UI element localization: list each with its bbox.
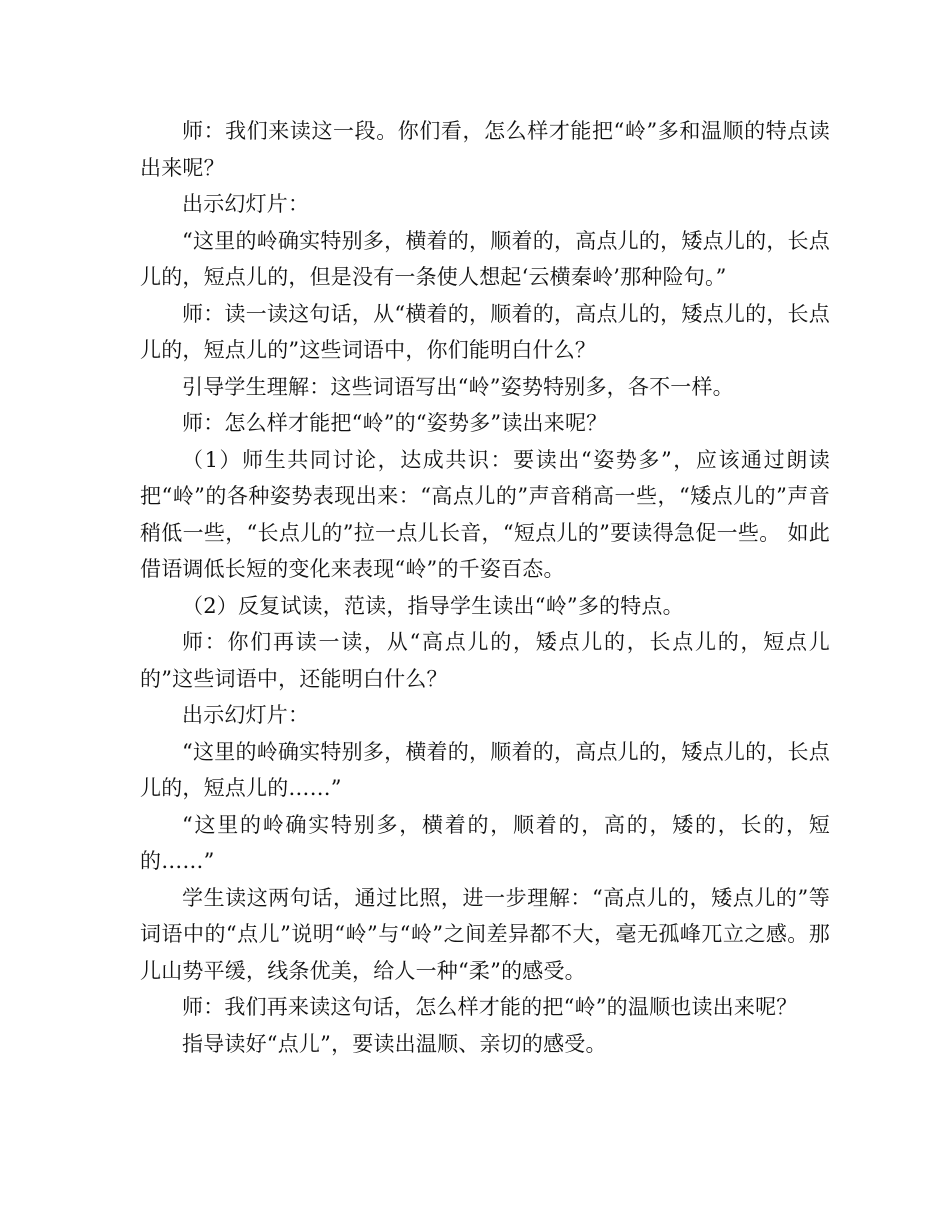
paragraph: 出示幻灯片： xyxy=(182,192,310,216)
paragraph: “这里的岭确实特别多，横着的，顺着的，高点儿的，矮点儿的，长点儿的，短点儿的……” xyxy=(140,739,830,800)
paragraph: 学生读这两句话，通过比照，进一步理解：“高点儿的，矮点儿的”等词语中的“点儿”说明“岭”与“岭”之间差异都不大，毫无孤峰兀立之感。那儿山势平缓，线条优美，给人一种“柔”的感受。 xyxy=(140,885,830,983)
paragraph: 师：我们来读这一段。你们看，怎么样才能把“岭”多和温顺的特点读出来呢？ xyxy=(140,119,830,180)
paragraph: 引导学生理解：这些词语写出“岭”姿势特别多，各不一样。 xyxy=(182,374,734,399)
paragraph: 师：我们再来读这句话，怎么样才能的把“岭”的温顺也读出来呢？ xyxy=(182,995,798,1019)
document-body xyxy=(140,113,830,1062)
paragraph: 出示幻灯片： xyxy=(182,703,310,727)
paragraph: （1）师生共同讨论，达成共识：要读出“姿势多”，应该通过朗读把“岭”的各种姿势表现出来：“高点儿的”声音稍高一些，“矮点儿的”声音稍低一些，“长点儿的”拉一点儿长音，“短点儿的”要读得急促一些。 如此借语调低长短的变化来表现“岭”的千姿百态。 xyxy=(140,447,830,581)
paragraph: “这里的岭确实特别多，横着的，顺着的，高点儿的，矮点儿的，长点儿的，短点儿的，但是没有一条使人想起‘云横秦岭’那种险句。” xyxy=(140,228,830,289)
paragraph: 指导读好“点儿”，要读出温顺、亲切的感受。 xyxy=(182,1031,607,1056)
paragraph: “这里的岭确实特别多，横着的，顺着的，高的，矮的，长的，短的……” xyxy=(140,812,830,873)
paragraph: 师：你们再读一读，从“高点儿的，矮点儿的，长点儿的，短点儿的”这些词语中，还能明白什么？ xyxy=(140,630,830,691)
paragraph: （2）反复试读，范读，指导学生读出“岭”多的特点。 xyxy=(182,593,684,618)
paragraph: 师：怎么样才能把“岭”的“姿势多”读出来呢？ xyxy=(182,411,608,435)
paragraph: 师：读一读这句话，从“横着的，顺着的，高点儿的，矮点儿的，长点儿的，短点儿的”这些词语中，你们能明白什么？ xyxy=(140,301,830,362)
